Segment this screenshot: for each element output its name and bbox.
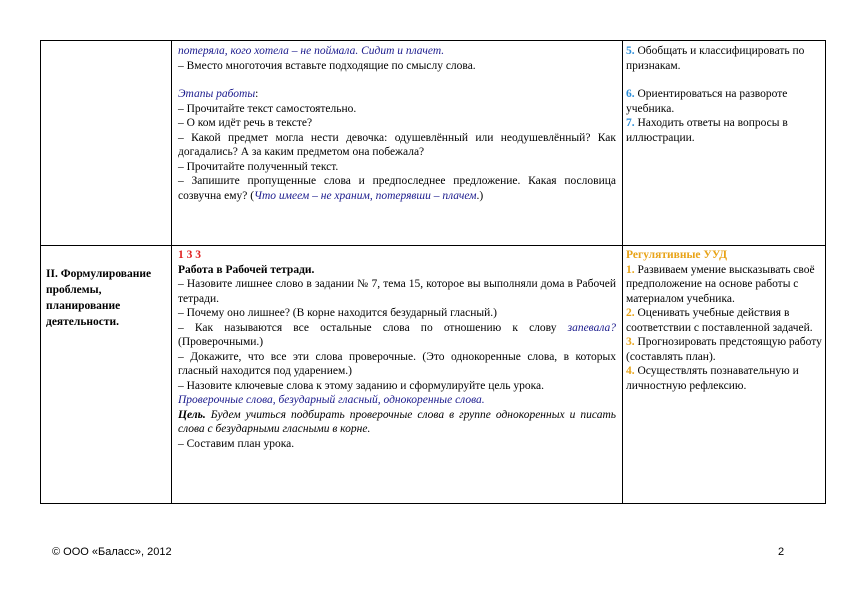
text-line: – О ком идёт речь в тексте? [178, 117, 313, 129]
table-row-divider [41, 245, 825, 246]
item-number: 1. [626, 263, 635, 276]
text-span: .) [476, 189, 484, 202]
text-line: – Назовите лишнее слово в задании № 7, тема 15, которое вы выполняли дома в Рабочей тетради. [178, 278, 616, 305]
text-span: – Запишите пропущенные слова и предпоследнее предложение. Какая пословица созвучна ему? ( [178, 175, 616, 202]
text-line [178, 174, 616, 203]
text-line: – Почему оно лишнее? (В корне находится безударный гласный.) [178, 307, 497, 319]
text-line: потеряла, кого хотела – не поймала. Сидит и плачет. [178, 45, 445, 57]
uud-item: Оценивать учебные действия в соответствии с поставленной задачей. [626, 307, 813, 334]
row2-uud-cell [626, 248, 822, 393]
text-line: – Назовите ключевые слова к этому заданию и сформулируйте цель урока. [178, 379, 545, 392]
item-number: 6. [626, 88, 635, 100]
text-line: – Вместо многоточия вставьте подходящие по смыслу слова. [178, 59, 476, 72]
section-title: Работа в Рабочей тетради. [178, 263, 315, 276]
text-line: – Прочитайте текст самостоятельно. [178, 102, 357, 115]
uud-item: Обобщать и классифицировать по признакам. [626, 45, 805, 72]
item-number: 3. [626, 336, 635, 348]
row2-activity-cell [178, 248, 616, 451]
text-line: – Какой предмет могла нести девочка: одушевлённый или неодушевлённый? Как догадались? А за каким предметом она побежала? [178, 131, 616, 158]
uud-heading: Регулятивные УУД [626, 249, 728, 261]
text-line: – Докажите, что все эти слова проверочные. (Это однокоренные слова, в которых гласный находится под ударением.) [178, 350, 616, 377]
text-span: (Проверочными.) [178, 336, 264, 348]
proverb: Что имеем – не храним, потерявши – плачем [254, 189, 477, 202]
page-number: 2 [778, 546, 785, 558]
text-span: . [367, 423, 371, 435]
colon: : [255, 88, 259, 100]
table-column-divider [171, 41, 172, 503]
table-column-divider [622, 41, 623, 503]
uud-item: Находить ответы на вопросы в иллюстрации. [626, 117, 788, 144]
item-number: 2. [626, 307, 635, 319]
goal-label: Цель. [178, 408, 206, 421]
uud-item: Развиваем умение высказывать своё предположение на основе работы с материалом учебника. [626, 263, 815, 305]
stage-title: II. Формулирование проблемы, планирование деятельности. [46, 268, 152, 328]
goal-text: Будем учиться подбирать проверочные слова в группе однокоренных и писать слова с безударными гласными в корне [178, 408, 616, 435]
text-span: – Как называются все остальные слова по отношению к слову [178, 321, 568, 334]
footer-copyright: © ООО «Баласс», 2012 [52, 546, 172, 558]
text-line: – Составим план урока. [178, 437, 295, 450]
item-number: 7. [626, 117, 635, 129]
text-line: – Прочитайте полученный текст. [178, 160, 339, 173]
keyword: запевала? [567, 321, 616, 334]
uud-item: Ориентироваться на развороте учебника. [626, 88, 788, 115]
uud-item: Прогнозировать предстоящую работу (составлять план). [626, 336, 822, 363]
item-number: 5. [626, 45, 635, 57]
slide-numbers: 1 3 3 [178, 249, 201, 261]
stages-title: Этапы работы [178, 88, 256, 100]
lesson-table [40, 40, 826, 504]
text-line [178, 321, 616, 350]
keywords-line: Проверочные слова, безударный гласный, однокоренные слова. [178, 394, 485, 406]
row1-activity-cell [178, 44, 616, 203]
uud-item: Осуществлять познавательную и личностную рефлексию. [626, 365, 799, 392]
goal-line [178, 408, 616, 437]
row1-uud-cell [626, 44, 822, 145]
item-number: 4. [626, 365, 635, 377]
